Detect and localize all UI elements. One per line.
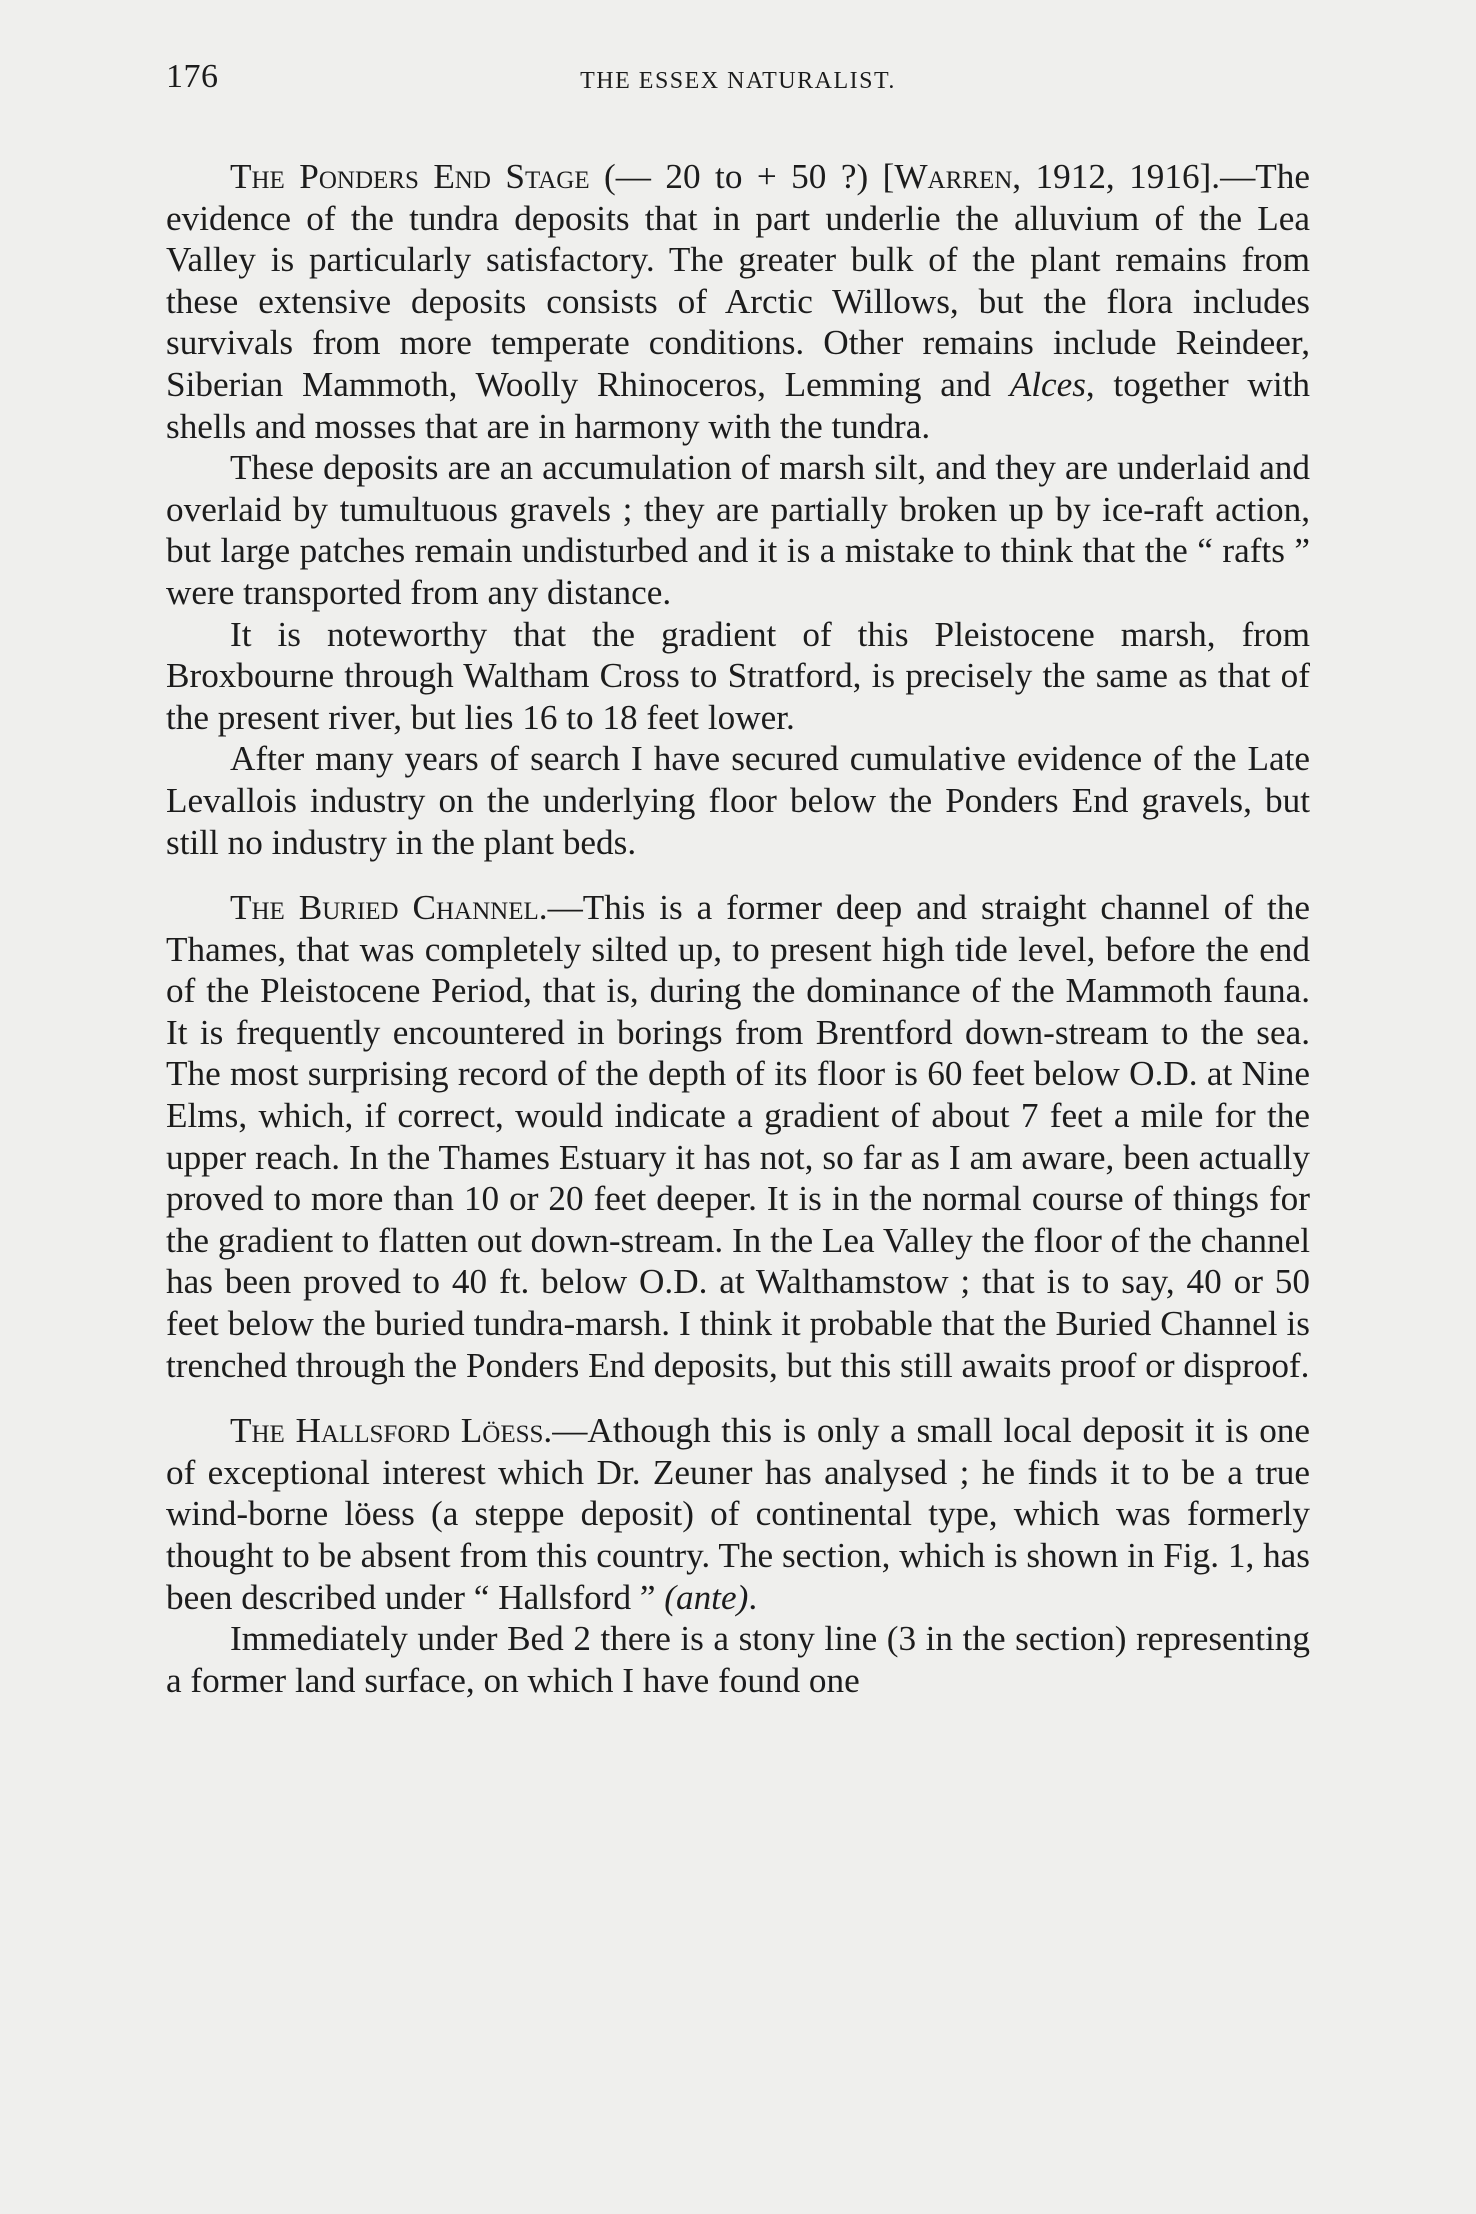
paragraph-text: , together with shells and mosses that are in harmony with the tundra. xyxy=(166,364,1310,446)
paragraph-text: —The evidence of the tundra deposits that in part underlie the alluvium of the Lea Valley is particularly satisfactory. The greater bulk of the plant remains from these extensive deposits consists of Arctic Willows, but the flora includes survivals from more temperate conditions. Other remains include Reindeer, Siberian Mammoth, Woolly Rhinoceros, Lemming and xyxy=(166,157,1310,404)
paragraph-buried-channel xyxy=(166,887,1310,1386)
paragraph-text: —This is a former deep and straight channel of the Thames, that was completely silted up, to present high tide level, before the end of the Pleistocene Period, that is, during the dominance of the Mammoth fauna. It is frequently encountered in borings from Brentford down-stream to the sea. The most surprising record of the depth of its floor is 60 feet below O.D. at Nine Elms, which, if correct, would indicate a gradient of about 7 feet a mile for the upper reach. In the Thames Estuary it has not, so far as I am aware, been actually proved to more than 10 or 20 feet deeper. It is in the normal course of things for the gradient to flatten out down-stream. In the Lea Valley the floor of the channel has been proved to 40 ft. below O.D. at Walthamstow ; that is to say, 40 or 50 feet below the buried tundra-marsh. I think it probable that the Buried Channel is trenched through the Ponders End deposits, but this still awaits proof or disproof. xyxy=(166,888,1310,1385)
document-page xyxy=(166,52,1310,2172)
paragraph-hallsford-loess xyxy=(166,1410,1310,1618)
citation-years: , 1912, 1916]. xyxy=(1012,157,1221,196)
page-number: 176 xyxy=(166,58,219,95)
body-text xyxy=(166,156,1310,1701)
section-heading-buried-channel: The Buried Channel. xyxy=(230,888,548,928)
italic-term-alces: Alces xyxy=(1009,364,1086,404)
paragraph-ponders-end-intro xyxy=(166,156,1310,447)
paragraph-deposits: These deposits are an accumulation of marsh silt, and they are underlaid and overlaid by tumultuous gravels ; they are partially broken up by ice-raft action, but large patches remain undisturbed and it is a mistake to think that the “ rafts ” were transported from any distance. xyxy=(166,448,1310,612)
journal-title: THE ESSEX NATURALIST. xyxy=(580,68,896,94)
paragraph-levallois: After many years of search I have secured cumulative evidence of the Late Levallois industry on the underlying floor below the Ponders End gravels, but still no industry in the plant beds. xyxy=(166,739,1310,862)
section-heading-hallsford: The Hallsford Löess. xyxy=(230,1411,553,1451)
paragraph-text: . xyxy=(748,1577,758,1617)
paragraph-gradient: It is noteworthy that the gradient of this Pleistocene marsh, from Broxbourne through Waltham Cross to Stratford, is precisely the same as that of the present river, but lies 16 to 18 feet lower. xyxy=(166,614,1310,737)
paragraph-text: —Athough this is only a small local deposit it is one of exceptional interest which Dr. Zeuner has analysed ; he finds it to be a true wind-borne löess (a steppe deposit) of continental type, which was formerly thought to be absent from this country. The section, which is shown in Fig. 1, has been described under “ Hallsford ” xyxy=(166,1411,1310,1617)
section-heading-range: (— 20 to + 50 ?) [ xyxy=(589,157,895,196)
italic-term-ante: (ante) xyxy=(664,1577,749,1617)
section-heading-ponders-end: The Ponders End Stage xyxy=(230,157,590,196)
citation-author: Warren xyxy=(894,157,1013,196)
running-head xyxy=(166,52,1310,112)
paragraph-stony-line: Immediately under Bed 2 there is a stony line (3 in the section) representing a former land surface, on which I have found one xyxy=(166,1619,1310,1700)
